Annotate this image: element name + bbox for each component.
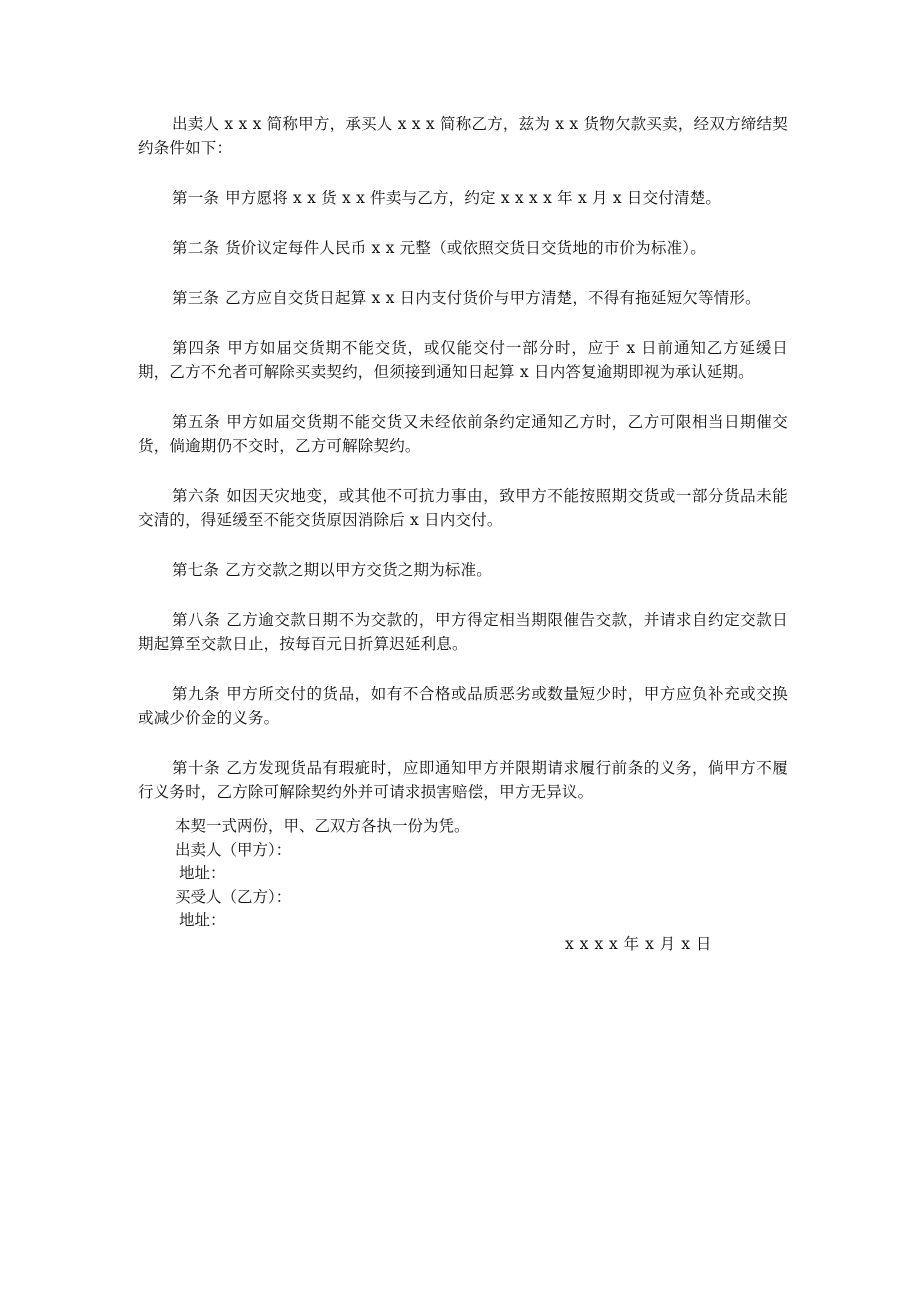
article-3 — [138, 286, 788, 310]
buyer-address-line: 地址： — [179, 911, 226, 929]
article-10 — [138, 756, 788, 804]
article-label: 第九条 — [172, 685, 221, 703]
article-7 — [138, 558, 788, 582]
article-text: 甲方愿将 x x 货 x x 件卖与乙方，约定 x x x x 年 x 月 x 日交付清楚。 — [225, 189, 722, 207]
article-label: 第六条 — [172, 487, 221, 505]
article-text: 甲方所交付的货品，如有不合格或品质恶劣或数量短少时，甲方应负补充或交换或减少价金的义务。 — [138, 685, 788, 727]
article-label: 第五条 — [172, 413, 221, 431]
article-text: 如因天灾地变，或其他不可抗力事由，致甲方不能按照期交货或一部分货品未能交清的，得延缓至不能交货原因消除后 x 日内交付。 — [138, 487, 788, 529]
article-5 — [138, 410, 788, 458]
article-text: 乙方交款之期以甲方交货之期为标准。 — [225, 561, 493, 579]
copies-statement: 本契一式两份，甲、乙双方各执一份为凭。 — [175, 817, 470, 835]
article-text: 乙方应自交货日起算 x x 日内支付货价与甲方清楚，不得有拖延短欠等情形。 — [225, 289, 761, 307]
article-label: 第八条 — [172, 611, 221, 629]
article-6 — [138, 484, 788, 532]
contract-body — [138, 112, 788, 830]
contract-date: x x x x 年 x 月 x 日 — [565, 935, 712, 953]
contract-intro: 出卖人 x x x 简称甲方，承买人 x x x 简称乙方，兹为 x x 货物欠款买卖，经双方缔结契约条件如下： — [138, 115, 788, 157]
article-1 — [138, 186, 788, 210]
article-label: 第三条 — [172, 289, 220, 307]
article-9 — [138, 682, 788, 730]
article-text: 甲方如届交货期不能交货，或仅能交付一部分时，应于 x 日前通知乙方延缓日期，乙方不允者可解除买卖契约，但须接到通知日起算 x 日内答复逾期即视为承认延期。 — [138, 339, 788, 381]
article-label: 第七条 — [172, 561, 220, 579]
signature-block — [175, 815, 470, 933]
article-text: 乙方逾交款日期不为交款的，甲方得定相当期限催告交款，并请求自约定交款日期起算至交款日止，按每百元日折算迟延利息。 — [138, 611, 788, 653]
article-4 — [138, 336, 788, 384]
seller-address-line: 地址： — [179, 864, 226, 882]
buyer-line: 买受人（乙方）： — [175, 887, 292, 906]
article-label: 第一条 — [172, 189, 220, 207]
article-text: 乙方发现货品有瑕疵时，应即通知甲方并限期请求履行前条的义务，倘甲方不履行义务时，乙方除可解除契约外并可请求损害赔偿，甲方无异议。 — [138, 759, 788, 801]
article-label: 第十条 — [172, 759, 221, 777]
article-8 — [138, 608, 788, 656]
article-2 — [138, 236, 788, 260]
article-label: 第四条 — [172, 339, 222, 357]
seller-line: 出卖人（甲方）： — [175, 840, 292, 859]
article-text: 甲方如届交货期不能交货又未经依前条约定通知乙方时，乙方可限相当日期催交货，倘逾期仍不交时，乙方可解除契约。 — [138, 413, 788, 455]
article-label: 第二条 — [172, 239, 220, 257]
article-text: 货价议定每件人民币 x x 元整（或依照交货日交货地的市价为标准）。 — [225, 239, 706, 257]
